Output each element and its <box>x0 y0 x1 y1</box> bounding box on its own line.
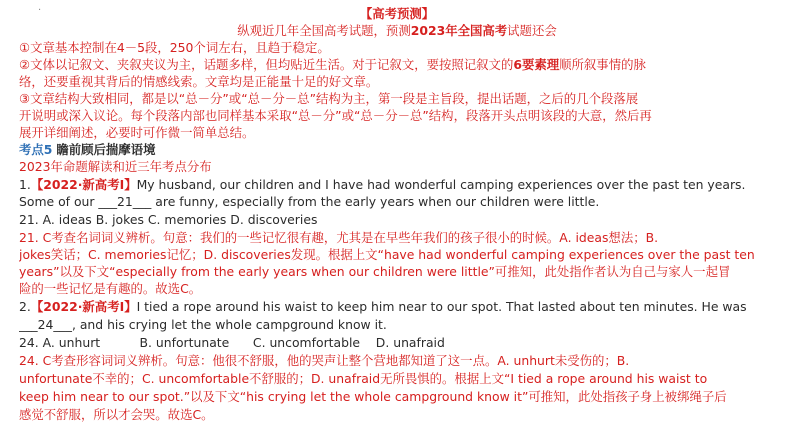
q2-line-1 <box>19 298 779 315</box>
forecast-intro-a: 纵观近几年全国高考试题，预测 <box>237 23 411 38</box>
q1-line-2: Some of our ___21___ are funny, especially from the early years when our children were little. <box>19 194 600 209</box>
forecast-point-2-a: ②文体以记叙文、夹叙夹议为主，话题多样，但均贴近生活。对于记叙文，要按照记叙文的 <box>19 57 514 72</box>
section-subtitle: 2023年命题解读和近三年考点分布 <box>19 159 212 174</box>
q2-number: 2. <box>19 299 31 314</box>
forecast-point-2-b: 6要素理 <box>513 57 560 72</box>
q2-explanation-3: keep him near to our spot.”以及下文“his crying let the whole campground know it”可推知，此处指孩子身上被绑绳子后 <box>19 389 727 404</box>
forecast-point-3: ③文章结构大致相同，都是以“总－分”或“总－分－总”结构为主，第一段是主旨段，提出话题，之后的几个段落展 <box>19 91 639 106</box>
q2-explanation-4: 感觉不舒服，所以才会哭。故选C。 <box>19 407 214 422</box>
q1-tag: 【2022·新高考Ⅰ】 <box>30 177 137 192</box>
forecast-point-2-cont: 络，还要重视其背后的情感线索。文章均是正能量十足的好文章。 <box>19 74 379 89</box>
forecast-intro-b: 2023年全国高考 <box>410 23 508 38</box>
section-label: 考点5 <box>19 142 53 157</box>
q1-options: 21. A. ideas B. jokes C. memories D. discoveries <box>19 212 318 227</box>
q1-number: 1. <box>19 177 31 192</box>
q1-explanation-3: years”以及下文“especially from the early years when our children were little”可推知，此处指作者认为自己与家人一起冒 <box>19 264 731 279</box>
q1-text-a: My husband, our children and I have had wonderful camping experiences over the past ten years. <box>136 177 746 192</box>
forecast-intro-c: 试题还会 <box>507 23 557 38</box>
q2-line-2: ___24___, and his crying let the whole campground know it. <box>19 317 387 332</box>
q2-tag: 【2022·新高考Ⅰ】 <box>30 299 137 314</box>
q2-options: 24. A. unhurt B. unfortunate C. uncomfortable D. unafraid <box>19 335 445 350</box>
q1-explanation-2: jokes笑话；C. memories记忆；D. discoveries发现。根据上文“have had wonderful camping experiences over the past ten <box>19 247 755 262</box>
q1-explanation-1: 21. C考查名词词义辨析。句意：我们的一些记忆很有趣，尤其是在早些年我们的孩子很小的时候。A. ideas想法；B. <box>19 230 659 245</box>
forecast-intro <box>0 22 794 39</box>
q2-explanation-1: 24. C考查形容词词义辨析。句意：他很不舒服，他的哭声让整个营地都知道了这一点。A. unhurt未受伤的；B. <box>19 353 630 368</box>
forecast-point-2 <box>19 56 779 73</box>
section-heading <box>19 141 779 158</box>
forecast-point-3-end: 展开详细阐述，必要时可作微一简单总结。 <box>19 125 255 140</box>
forecast-point-2-c: 顺所叙事情的脉 <box>559 57 646 72</box>
q1-line-1 <box>19 176 779 193</box>
heading: 【高考预测】 <box>359 6 435 21</box>
section-title: 瞻前顾后揣摩语境 <box>56 142 156 157</box>
forecast-point-1: ①文章基本控制在4－5段，250个词左右，且趋于稳定。 <box>19 40 330 55</box>
q2-explanation-2: unfortunate不幸的；C. uncomfortable不舒服的；D. unafraid无所畏惧的。根据上文“I tied a rope around his waist to <box>19 371 708 386</box>
forecast-point-3-cont: 开说明或深入议论。每个段落内部也同样基本采取“总－分”或“总－分－总”结构，段落开头点明该段的大意，然后再 <box>19 108 652 123</box>
q2-text-a: I tied a rope around his waist to keep him near to our spot. That lasted about ten minutes. He was <box>136 299 747 314</box>
decorative-dot: . <box>38 2 42 13</box>
q1-explanation-4: 险的一些记忆是有趣的。故选C。 <box>19 281 202 296</box>
